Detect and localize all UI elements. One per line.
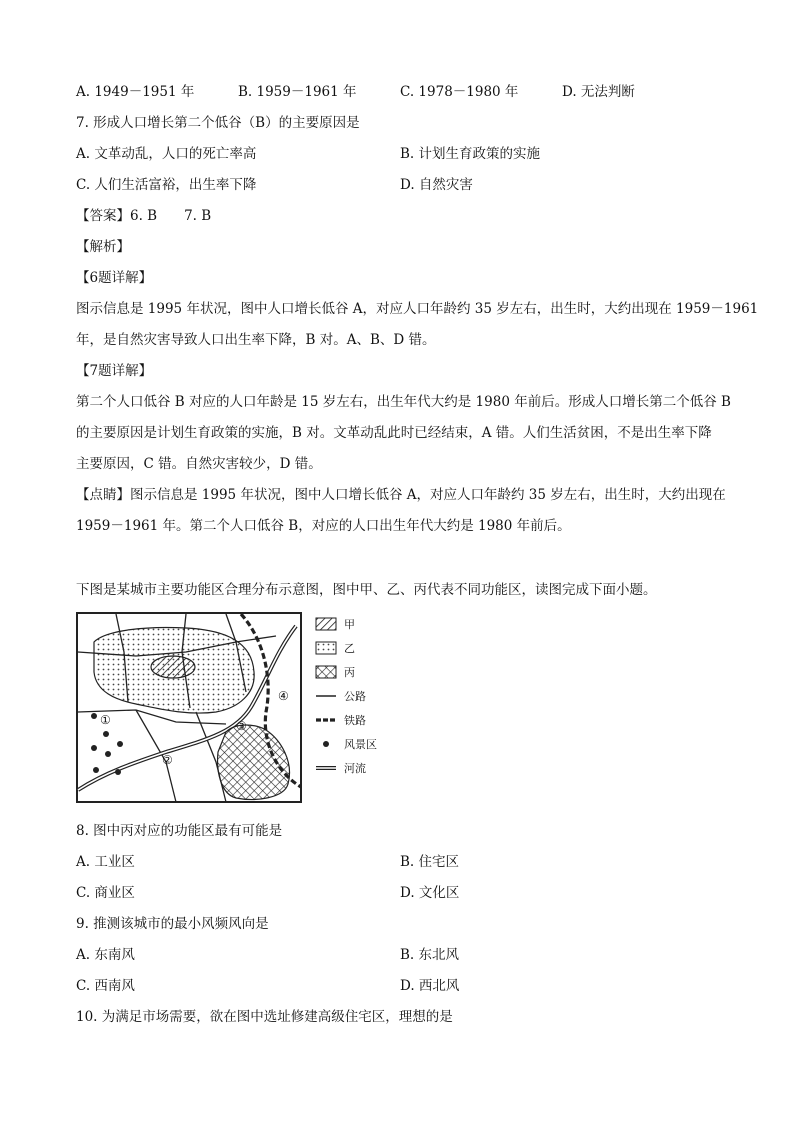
city-function-map xyxy=(76,612,377,804)
q8-option-a: A. 工业区 xyxy=(76,854,135,870)
q6-detail-line-2: 年，是自然灾害导致人口出生率下降，B 对。A、B、D 错。 xyxy=(76,332,436,348)
tip-line-2: 1959－1961 年。第二个人口低谷 B，对应的人口出生年代大约是 1980 年前后。 xyxy=(76,518,571,534)
q7-detail-line-2: 的主要原因是计划生育政策的实施，B 对。文革动乱此时已经结束，A 错。人们生活贫困，不是出生率下降 xyxy=(76,425,712,441)
question-7-stem: 7. 形成人口增长第二个低谷（B）的主要原因是 xyxy=(76,115,360,131)
q9-option-d: D. 西北风 xyxy=(400,978,460,994)
option-d: D. 无法判断 xyxy=(562,84,635,100)
q8-option-b: B. 住宅区 xyxy=(400,854,460,870)
q9-option-a: A. 东南风 xyxy=(76,947,135,963)
marker-2: ② xyxy=(162,753,173,767)
question-10-stem: 10. 为满足市场需要，欲在图中选址修建高级住宅区，理想的是 xyxy=(76,1009,453,1025)
marker-3: ③ xyxy=(236,719,247,733)
legend-railway: 铁路 xyxy=(344,714,366,727)
question-9-stem: 9. 推测该城市的最小风频风向是 xyxy=(76,916,269,932)
q8-option-d: D. 文化区 xyxy=(400,885,460,901)
option-b: B. 1959－1961 年 xyxy=(238,84,357,100)
q7-option-c: C. 人们生活富裕，出生率下降 xyxy=(76,177,257,193)
q9-option-b: B. 东北风 xyxy=(400,947,460,963)
legend-road: 公路 xyxy=(344,690,366,703)
q7-detail-title: 【7题详解】 xyxy=(76,363,153,379)
q7-detail-line-3: 主要原因，C 错。自然灾害较少，D 错。 xyxy=(76,456,322,472)
tip-line-1: 【点睛】图示信息是 1995 年状况，图中人口增长低谷 A，对应人口年龄约 35 岁左右，出生时，大约出现在 xyxy=(76,487,726,503)
legend-scenic: 风景区 xyxy=(344,738,377,751)
q7-detail-line-1: 第二个人口低谷 B 对应的人口年龄是 15 岁左右，出生年代大约是 1980 年前后。形成人口增长第二个低谷 B xyxy=(76,394,731,410)
analysis-title: 【解析】 xyxy=(76,239,130,255)
q8-option-c: C. 商业区 xyxy=(76,885,135,901)
q7-option-b: B. 计划生育政策的实施 xyxy=(400,146,541,162)
q7-option-d: D. 自然灾害 xyxy=(400,177,473,193)
q6-detail-title: 【6题详解】 xyxy=(76,270,153,286)
marker-1: ① xyxy=(100,713,111,727)
answer-line: 【答案】6. B 7. B xyxy=(76,208,212,224)
q6-detail-line-1: 图示信息是 1995 年状况，图中人口增长低谷 A，对应人口年龄约 35 岁左右，出生时，大约出现在 1959－1961 xyxy=(76,301,759,317)
legend-jia: 甲 xyxy=(344,618,355,631)
legend-river: 河流 xyxy=(344,762,366,775)
q9-option-c: C. 西南风 xyxy=(76,978,135,994)
option-c: C. 1978－1980 年 xyxy=(400,84,519,100)
legend-yi: 乙 xyxy=(344,642,355,655)
option-a: A. 1949－1951 年 xyxy=(76,84,195,100)
q7-option-a: A. 文革动乱，人口的死亡率高 xyxy=(76,146,257,162)
figure-intro: 下图是某城市主要功能区合理分布示意图，图中甲、乙、丙代表不同功能区，读图完成下面小题。 xyxy=(76,582,657,598)
legend-bing: 丙 xyxy=(344,666,355,679)
question-8-stem: 8. 图中丙对应的功能区最有可能是 xyxy=(76,823,283,839)
zone-jia xyxy=(151,656,195,678)
marker-4: ④ xyxy=(278,689,289,703)
